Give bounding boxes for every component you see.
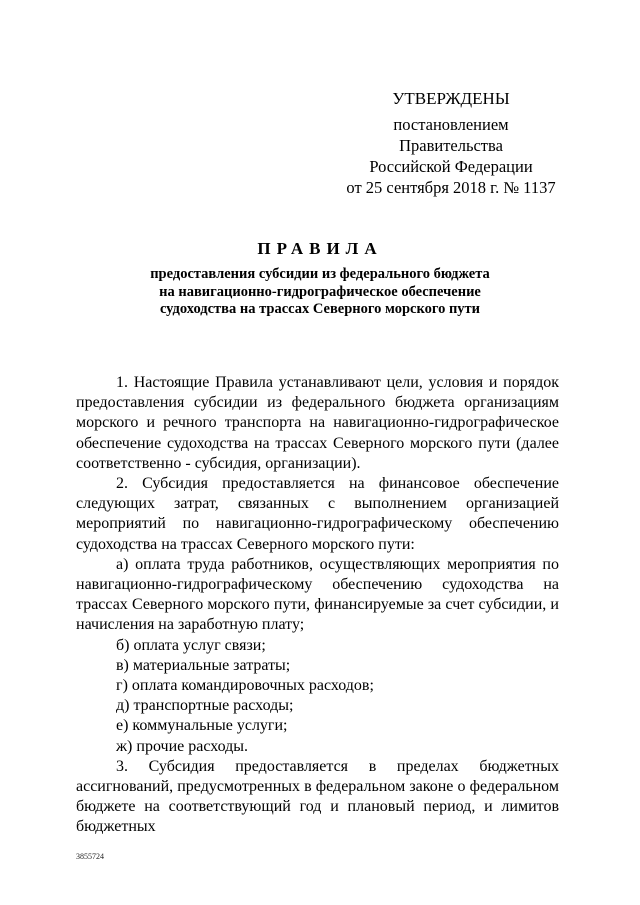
approval-heading: УТВЕРЖДЕНЫ (392, 89, 510, 108)
approval-line-3: от 25 сентября 2018 г. № 1137 (346, 178, 556, 197)
paragraph-1: 1. Настоящие Правила устанавливают цели, условия и порядок предоставления субсидии из федерального бюджета организациям морского и речного транспорта на навигационно-гидрографическое обеспечение судоходства на трассах Северного морского пути (далее соответственно - субсидия, организации). (76, 374, 559, 472)
list-item-d: д) транспортные расходы; (116, 697, 294, 715)
approval-stamp-block (346, 88, 556, 198)
list-item-b: б) оплата услуг связи; (116, 636, 266, 654)
list-item-e: е) коммунальные услуги; (116, 717, 288, 735)
list-item-zh: ж) прочие расходы. (116, 737, 249, 755)
list-item-v: в) материальные затраты; (116, 656, 291, 674)
document-footer-id: 3855724 (76, 852, 104, 861)
approval-line-2: Российской Федерации (369, 157, 533, 176)
paragraph-3: 3. Субсидия предоставляется в пределах бюджетных ассигнований, предусмотренных в федеральном законе о федеральном бюджете на соответствующий год и плановый период, и лимитов бюджетных (76, 757, 559, 836)
list-item-g: г) оплата командировочных расходов; (116, 677, 374, 695)
approval-line-1: постановлением Правительства (393, 115, 509, 155)
document-subtitle: предоставления субсидии из федерального бюджета на навигационно-гидрографическое обеспечение судоходства на трассах Северного морского пути (150, 266, 490, 317)
list-item-a: а) оплата труда работников, осуществляющих мероприятия по навигационно-гидрографическому обеспечению судоходства на трассах Северного морского пути, финансируемые за счет субсидии, и начисления на заработную плату; (76, 555, 559, 634)
document-body (76, 373, 559, 838)
document-title: ПРАВИЛА (257, 239, 383, 258)
paragraph-2: 2. Субсидия предоставляется на финансовое обеспечение следующих затрат, связанных с выполнением организацией мероприятий по навигационно-гидрографическому обеспечению судоходства на трассах Северного морского пути: (76, 475, 559, 553)
